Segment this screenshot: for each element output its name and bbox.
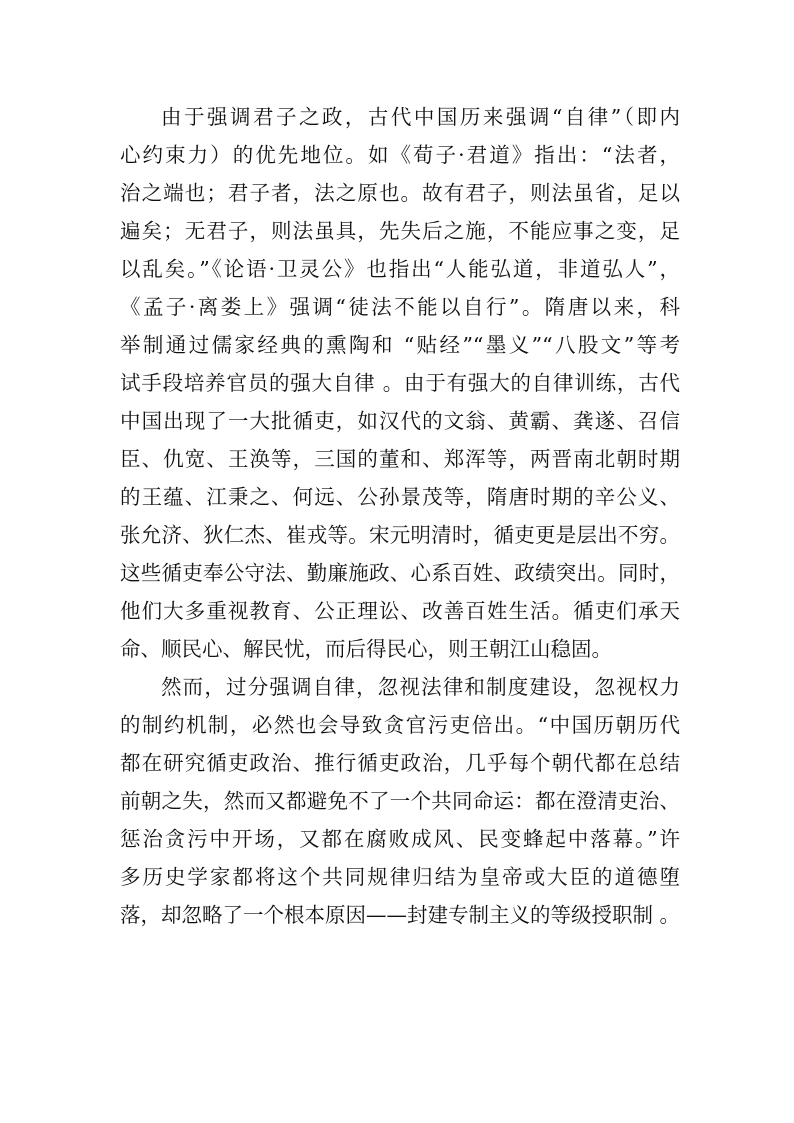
paragraph-1-line-1: 由于强调君子之政，古代中国历来强调“自律”（即内 [161, 105, 680, 129]
paragraph-1-line-14: 他们大多重视教育、公正理讼、改善百姓生活。循吏们承天 [120, 599, 680, 623]
paragraph-1-line-4: 遍矣；无君子，则法虽具，先失后之施，不能应事之变，足 [120, 219, 680, 243]
paragraph-2-line-7: 落，却忽略了一个根本原因——封建专制主义的等级授职制 。 [120, 903, 681, 927]
paragraph-2-line-6: 多历史学家都将这个共同规律归结为皇帝或大臣的道德堕 [120, 865, 680, 889]
paragraph-1-line-3: 治之端也；君子者，法之原也。故有君子，则法虽省，足以 [120, 181, 680, 205]
paragraph-2-line-4: 前朝之失，然而又都避免不了一个共同命运：都在澄清吏治、 [120, 789, 680, 813]
paragraph-1-line-15: 命、顺民心、解民忧，而后得民心，则王朝江山稳固。 [120, 637, 612, 661]
paragraph-1-line-2: 心约束力）的优先地位。如《荀子·君道》指出：“法者， [120, 143, 680, 167]
paragraph-1-line-9: 中国出现了一大批循吏，如汉代的文翁、黄霸、龚遂、召信 [120, 409, 680, 433]
paragraph-2-line-2: 的制约机制，必然也会导致贪官污吏倍出。“中国历朝历代 [120, 713, 680, 737]
paragraph-1-line-5: 以乱矣。”《论语·卫灵公》也指出“人能弘道，非道弘人”， [120, 257, 680, 281]
paragraph-2-line-3: 都在研究循吏政治、推行循吏政治，几乎每个朝代都在总结 [120, 751, 680, 775]
paragraph-1-line-7: 举制通过儒家经典的熏陶和 “贴经”“墨义”“八股文”等考 [120, 333, 680, 357]
paragraph-1-line-8: 试手段培养官员的强大自律 。由于有强大的自律训练，古代 [120, 371, 680, 395]
paragraph-1-line-11: 的王蕴、江秉之、何远、公孙景茂等，隋唐时期的辛公义、 [120, 485, 680, 509]
paragraph-1-line-10: 臣、仇宽、王涣等，三国的董和、郑浑等，两晋南北朝时期 [120, 447, 680, 471]
paragraph-1-line-12: 张允济、狄仁杰、崔戎等。宋元明清时，循吏更是层出不穷。 [120, 523, 680, 547]
paragraph-2-line-5: 惩治贪污中开场，又都在腐败成风、民变蜂起中落幕。”许 [120, 827, 680, 851]
paragraph-1-line-13: 这些循吏奉公守法、勤廉施政、心系百姓、政绩突出。同时， [120, 561, 680, 585]
paragraph-2-line-1: 然而，过分强调自律，忽视法律和制度建设，忽视权力 [161, 675, 680, 699]
paragraph-1-line-6: 《孟子·离娄上》强调“徒法不能以自行”。隋唐以来，科 [120, 295, 680, 319]
